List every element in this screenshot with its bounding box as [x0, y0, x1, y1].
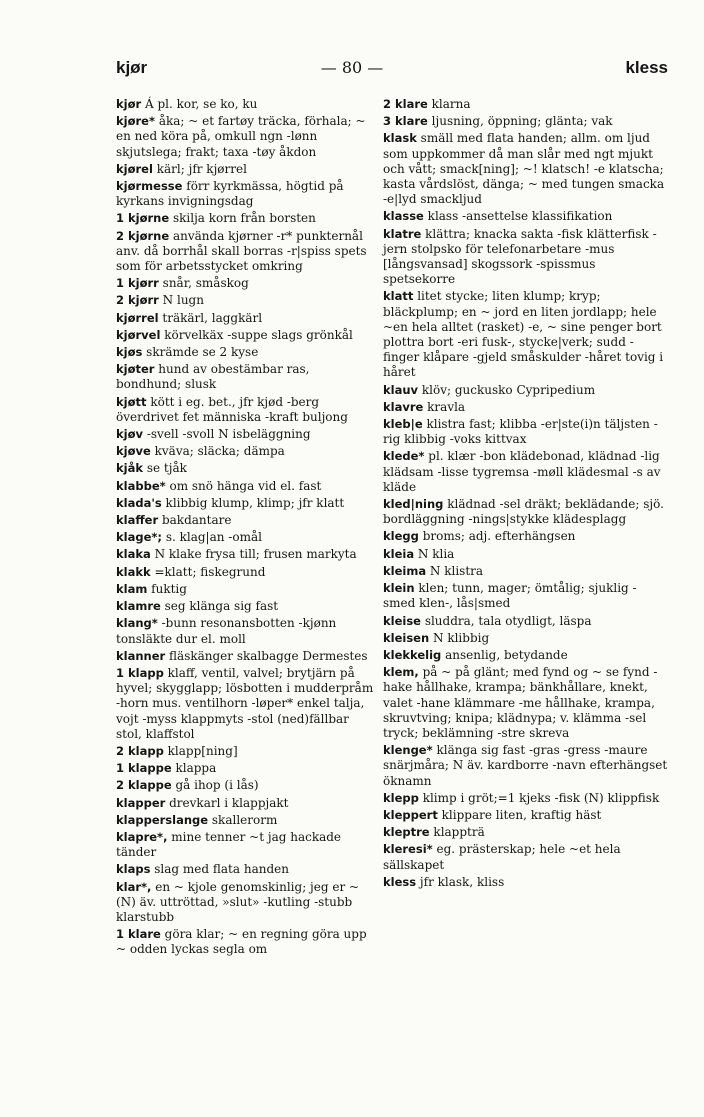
entry-definition: kött i eg. bet., jfr kjød -berg överdrivet fet människa -kraft buljong — [116, 394, 348, 424]
entry-definition: drevkarl i klappjakt — [169, 795, 289, 810]
entry-definition: N lugn — [162, 293, 204, 308]
entry-headword: klenge* — [383, 743, 433, 758]
entry-headword: kleppert — [383, 807, 438, 822]
entry-headword: klada's — [116, 495, 162, 510]
entry-headword: kleia — [383, 546, 415, 561]
entry-headword: klatre — [383, 226, 422, 241]
entry-definition: kväva; släcka; dämpa — [154, 444, 285, 459]
entry-headword: kjøtt — [116, 394, 147, 409]
dictionary-entry — [383, 529, 668, 544]
entry-definition: kärl; jfr kjørrel — [156, 161, 247, 176]
entry-definition: klättra; knacka sakta -fisk klätterfisk -jern stolpsko för telefonarbetare -mus [långsvansad] skogssork -spissmus spetsekorre — [383, 226, 657, 287]
dictionary-entry — [383, 743, 668, 789]
entry-definition: åka; ~ et fartøy träcka, förhala; ~ en ned köra på, omkull ngn -lønn skjutslega; frakt; taxa -tøy åkdon — [116, 114, 366, 159]
entry-definition: om snö hänga vid el. fast — [169, 478, 322, 493]
dictionary-entry — [116, 796, 374, 811]
entry-headword: kjørrel — [116, 310, 159, 325]
entry-definition: slag med flata handen — [154, 862, 289, 877]
entry-headword: klask — [383, 131, 417, 146]
entry-headword: klein — [383, 581, 415, 596]
entry-headword: klekkelig — [383, 647, 442, 662]
dictionary-entry — [383, 497, 668, 527]
dictionary-entry — [116, 880, 374, 926]
entry-definition: klarna — [431, 97, 471, 111]
entry-headword: kjørvel — [116, 327, 161, 342]
entry-headword: klanner — [116, 648, 166, 663]
entry-definition: N klistra — [429, 563, 484, 578]
dictionary-entry — [116, 813, 374, 828]
dictionary-entry — [383, 289, 668, 380]
entry-definition: se tjåk — [146, 461, 187, 476]
entry-definition: klänga sig fast -gras -gress -maure snärjmåra; N äv. kardborre -navn efterhängset öknamn — [383, 743, 668, 788]
dictionary-entry — [383, 648, 668, 663]
entry-definition: körvelkäx -suppe slags grönkål — [164, 327, 353, 342]
entry-headword: klaps — [116, 862, 151, 877]
entry-headword: kjørel — [116, 161, 153, 176]
entry-headword: kleb|e — [383, 417, 423, 432]
entry-definition: klappträ — [433, 825, 485, 840]
dictionary-entry — [116, 162, 374, 177]
entry-headword: klegg — [383, 529, 419, 544]
entry-definition: seg klänga sig fast — [164, 599, 279, 614]
dictionary-entry — [116, 362, 374, 392]
dictionary-entry — [116, 616, 374, 646]
entry-definition: sluddra, tala otydligt, läspa — [424, 613, 592, 628]
entry-definition: eg. prästerskap; hele ~et hela sällskapet — [383, 842, 621, 872]
entry-headword: klauv — [383, 382, 419, 397]
entry-headword: 2 klappe — [116, 778, 172, 793]
dictionary-entry — [383, 209, 668, 224]
entry-headword: kjøv — [116, 427, 143, 442]
entry-definition: fläskänger skalbagge Dermestes — [169, 648, 368, 663]
dictionary-entry — [116, 293, 374, 308]
left-column — [116, 97, 374, 960]
dictionary-entry — [383, 825, 668, 840]
entry-headword: kjøve — [116, 444, 151, 459]
entry-definition: broms; adj. efterhängsen — [422, 529, 576, 544]
dictionary-entry — [383, 564, 668, 579]
entry-definition: snår, småskog — [162, 276, 249, 291]
entry-definition: fuktig — [151, 581, 187, 596]
dictionary-entry — [116, 395, 374, 425]
running-head-left: kjør — [116, 58, 148, 77]
dictionary-entry — [383, 665, 668, 741]
dictionary-entry — [383, 417, 668, 447]
page-number: — 80 — — [320, 58, 384, 77]
entry-headword: kjørmesse — [116, 179, 183, 194]
dictionary-entry — [383, 808, 668, 823]
dictionary-entry — [116, 830, 374, 860]
entry-definition: =klatt; fiskegrund — [154, 564, 266, 579]
dictionary-entry — [116, 649, 374, 664]
entry-headword: kleima — [383, 563, 427, 578]
entry-headword: klepp — [383, 790, 419, 805]
entry-headword: klem, — [383, 665, 419, 680]
entry-headword: kjøs — [116, 345, 143, 360]
entry-headword: klang* — [116, 616, 158, 631]
entry-headword: 1 kjørr — [116, 276, 159, 291]
entry-definition: smäll med flata handen; allm. om ljud som uppkommer då man slår med ngt mjukt och vått; smack[ning]; ~! klatsch! -e klatscha; kasta vårdslöst, dänga; ~ med tungen smacka -e|lyd smackljud — [383, 131, 665, 207]
dictionary-entry — [383, 581, 668, 611]
entry-headword: 2 kjørne — [116, 228, 170, 243]
entry-headword: klatt — [383, 289, 414, 304]
dictionary-entry — [383, 97, 668, 112]
entry-headword: 2 kjørr — [116, 293, 159, 308]
dictionary-entry — [116, 862, 374, 877]
entry-headword: kleresi* — [383, 842, 433, 857]
entry-headword: kjøter — [116, 362, 155, 377]
entry-definition: litet stycke; liten klump; kryp; bläckplump; en ~ jord en liten jordlapp; hele ~en hela alltet (rasket) -e, ~ sine penger bort plottra bort -eri fusk-, stycke|verk; sudd -finger klåpare -gjeld småskulder -håret tovig i håret — [383, 289, 664, 380]
dictionary-entry — [116, 778, 374, 793]
entry-headword: 3 klare — [383, 114, 428, 129]
entry-definition: N klibbig — [433, 630, 490, 645]
entry-definition: ljusning, öppning; glänta; vak — [431, 114, 613, 129]
entry-definition: klistra fast; klibba -er|ste(i)n täljsten -rig klibbig -voks kittvax — [383, 417, 658, 447]
entry-definition: skilja korn från borsten — [172, 211, 316, 226]
entry-headword: 2 klapp — [116, 743, 164, 758]
entry-headword: 1 kjørne — [116, 211, 170, 226]
dictionary-entry — [383, 114, 668, 129]
entry-definition: -bunn resonansbotten -kjønn tonsläkte dur el. moll — [116, 616, 337, 646]
entry-definition: skallerorm — [211, 812, 278, 827]
dictionary-entry — [116, 513, 374, 528]
dictionary-entry — [383, 131, 668, 207]
entry-headword: klapperslange — [116, 812, 209, 827]
dictionary-entry — [383, 227, 668, 288]
entry-headword: kless — [383, 874, 417, 889]
dictionary-entry — [116, 276, 374, 291]
entry-definition: kravla — [427, 399, 466, 414]
running-head-right: kless — [625, 58, 668, 77]
entry-definition: N klia — [417, 546, 455, 561]
dictionary-entry — [116, 229, 374, 275]
entry-definition: klass -ansettelse klassifikation — [427, 209, 613, 224]
entry-headword: 1 klappe — [116, 761, 172, 776]
entry-definition: klapp[ning] — [167, 743, 238, 758]
entry-definition: hund av obestämbar ras, bondhund; slusk — [116, 362, 310, 392]
entry-definition: klen; tunn, mager; ömtålig; sjuklig -smed klen-, lås|smed — [383, 581, 637, 611]
entry-definition: på ~ på glänt; med fynd og ~ se fynd -hake hållhake, krampa; bänkhållare, knekt, valet -hane klämmare -me hållhake, krampa, skruvtving; knipa; klädnypa; v. klämma -sel tryck; beklämning -stre skreva — [383, 665, 658, 740]
dictionary-entry — [383, 631, 668, 646]
entry-definition: N klake frysa till; frusen markyta — [154, 547, 357, 562]
dictionary-entry — [383, 791, 668, 806]
entry-headword: kjåk — [116, 461, 143, 476]
dictionary-entry — [116, 345, 374, 360]
entry-headword: klam — [116, 581, 148, 596]
entry-definition: klappa — [175, 761, 217, 776]
entry-headword: klaffer — [116, 513, 159, 528]
entry-definition: klibbig klump, klimp; jfr klatt — [165, 495, 345, 510]
entry-definition: använda kjørner -r* punkternål anv. då borrhål skall borras -r|spiss spets som för arbetsstycket omkring — [116, 228, 367, 274]
dictionary-entry — [116, 744, 374, 759]
right-column — [383, 97, 668, 892]
entry-definition: Á pl. kor, se ko, ku — [145, 97, 258, 111]
entry-headword: 1 klapp — [116, 665, 164, 680]
entry-definition: klöv; guckusko Cypripedium — [421, 382, 596, 397]
dictionary-entry — [116, 530, 374, 545]
dictionary-entry — [116, 666, 374, 742]
dictionary-entry — [383, 449, 668, 495]
entry-headword: klede* — [383, 449, 425, 464]
dictionary-entry — [116, 97, 374, 112]
dictionary-entry — [383, 842, 668, 872]
entry-definition: jfr klask, kliss — [419, 874, 505, 889]
dictionary-entry — [116, 444, 374, 459]
entry-headword: klakk — [116, 564, 151, 579]
entry-definition: göra klar; ~ en regning göra upp ~ odden lyckas segla om — [116, 927, 367, 957]
dictionary-entry — [116, 496, 374, 511]
dictionary-entry — [116, 311, 374, 326]
entry-headword: kjør — [116, 97, 142, 111]
dictionary-entry — [116, 427, 374, 442]
dictionary-entry — [116, 461, 374, 476]
dictionary-entry — [383, 400, 668, 415]
entry-definition: ansenlig, betydande — [445, 647, 568, 662]
dictionary-entry — [116, 211, 374, 226]
dictionary-entry — [116, 582, 374, 597]
entry-headword: klaka — [116, 547, 151, 562]
entry-definition: mine tenner ~t jag hackade tänder — [116, 829, 342, 860]
entry-headword: kleisen — [383, 630, 430, 645]
dictionary-entry — [116, 927, 374, 957]
dictionary-entry — [116, 479, 374, 494]
entry-headword: klasse — [383, 209, 424, 224]
entry-definition: förr kyrkmässa, högtid på kyrkans invigningsdag — [116, 179, 344, 209]
entry-headword: klage*; — [116, 530, 162, 545]
dictionary-entry — [383, 875, 668, 890]
entry-definition: klippare liten, kraftig häst — [441, 807, 602, 822]
dictionary-entry — [383, 383, 668, 398]
entry-headword: 2 klare — [383, 97, 428, 111]
entry-definition: klädnad -sel dräkt; beklädande; sjö. bordläggning -nings|stykke klädesplagg — [383, 497, 664, 527]
entry-headword: klabbe* — [116, 478, 166, 493]
dictionary-entry — [116, 565, 374, 580]
entry-definition: pl. klær -bon klädebonad, klädnad -lig klädsam -lisse tygremsa -møll klädesmal -s av kläde — [383, 449, 661, 494]
entry-definition: gå ihop (i lås) — [175, 778, 259, 793]
entry-definition: klimp i gröt;=1 kjeks -fisk (N) klippfisk — [422, 790, 660, 805]
entry-definition: skrämde se 2 kyse — [146, 345, 259, 360]
entry-definition: träkärl, laggkärl — [162, 310, 263, 325]
entry-headword: kleptre — [383, 825, 430, 840]
dictionary-entry — [383, 614, 668, 629]
entry-headword: klapre*, — [116, 829, 168, 844]
entry-definition: en ~ kjole genomskinlig; jeg er ~ (N) äv. uttröttad, »slut» -kutling -stubb klarstubb — [116, 879, 360, 924]
entry-headword: 1 klare — [116, 927, 161, 942]
dictionary-entry — [383, 547, 668, 562]
entry-headword: klapper — [116, 795, 166, 810]
dictionary-entry — [116, 547, 374, 562]
dictionary-entry — [116, 761, 374, 776]
entry-headword: kled|ning — [383, 497, 444, 512]
dictionary-entry — [116, 599, 374, 614]
dictionary-entry — [116, 328, 374, 343]
entry-headword: klamre — [116, 599, 161, 614]
entry-headword: klar*, — [116, 879, 152, 894]
entry-definition: -svell -svoll N isbeläggning — [146, 427, 311, 442]
dictionary-entry — [116, 114, 374, 160]
entry-headword: klavre — [383, 399, 424, 414]
entry-headword: kleise — [383, 613, 421, 628]
entry-definition: klaff, ventil, valvel; brytjärn på hyvel; skygglapp; lösbotten i mudderpråm -horn mus. ventilhorn -løper* enkel talja, vojt -myss klappmyts -stol (ned)fällbar stol, klaffstol — [116, 665, 374, 741]
entry-definition: s. klag|an -omål — [165, 530, 262, 545]
entry-headword: kjøre* — [116, 114, 155, 129]
dictionary-entry — [116, 179, 374, 209]
entry-definition: bakdantare — [161, 513, 232, 528]
